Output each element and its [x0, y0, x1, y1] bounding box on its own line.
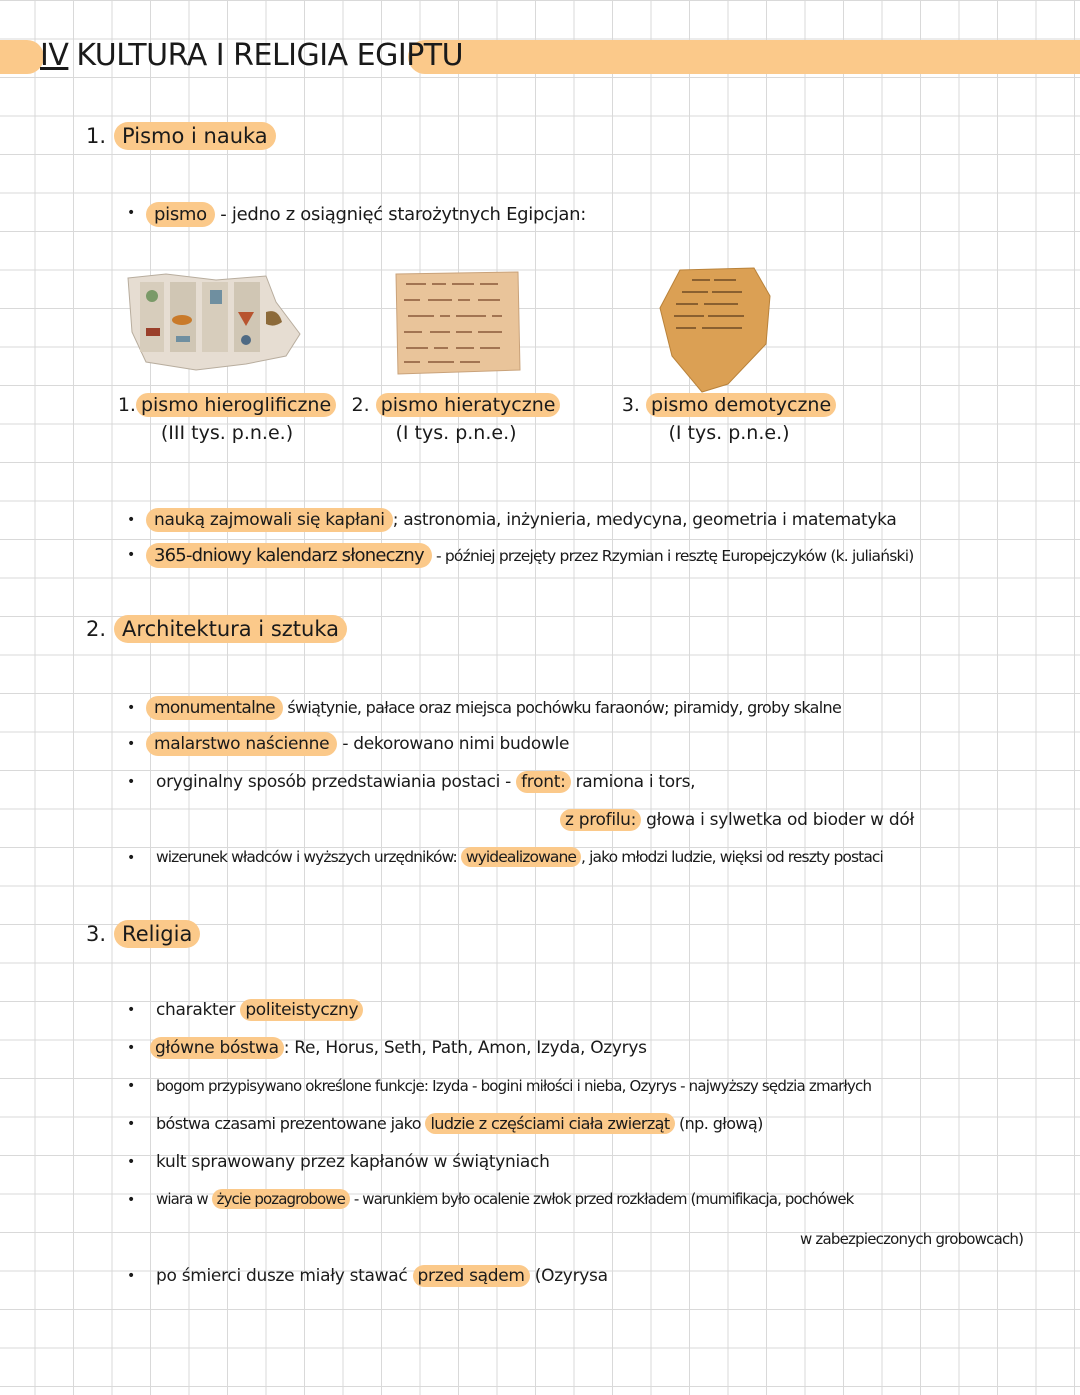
demotic-script-image [658, 266, 774, 394]
text: - później przejęty przez Rzymian i resztę Europejczyków (k. juliański) [431, 547, 914, 565]
section-2-heading [86, 617, 347, 641]
intro-line [146, 204, 586, 225]
highlight: z profilu: [560, 809, 641, 831]
script-date: (I tys. p.n.e.) [668, 422, 790, 444]
bullet: • [127, 1040, 136, 1056]
title-number: IV [40, 38, 69, 73]
depiction-line-cont [560, 810, 914, 830]
bullet: • [127, 1154, 136, 1170]
text: bogom przypisywano określone funkcje: Izyda - bogini miłości i nieba, Ozyrys - najwyższy sędzia zmarłych [156, 1077, 872, 1095]
bullet: • [127, 1002, 136, 1018]
title-highlight-bar [408, 40, 1080, 74]
text: - warunkiem było ocalenie zwłok przed rozkładem (mumifikacja, pochówek [349, 1190, 854, 1208]
highlight: główne bóstwa [150, 1037, 284, 1059]
text: - dekorowano nimi budowle [337, 734, 570, 754]
text: oryginalny sposób przedstawiania postaci - [156, 772, 517, 792]
highlight: pismo [146, 202, 215, 227]
depiction-line [156, 772, 695, 792]
section-title: Architektura i sztuka [114, 615, 347, 643]
script-caption-1 [112, 394, 342, 444]
calendar-line [146, 545, 914, 566]
script-date: (I tys. p.n.e.) [395, 422, 517, 444]
title-highlight-left [0, 40, 44, 74]
title-text: KULTURA I RELIGIA EGIPTU [76, 38, 464, 73]
text: (Ozyrysa [529, 1266, 608, 1286]
text: świątynie, pałace oraz miejsca pochówku faraonów; piramidy, groby skalne [282, 698, 842, 717]
text: wizerunek władców i wyższych urzędników: [156, 848, 461, 866]
text: - jedno z osiągnięć starożytnych Egipcjan: [214, 204, 587, 225]
text: : Re, Horus, Seth, Path, Amon, Izyda, Ozyrys [283, 1038, 647, 1058]
caption-number: 1. [117, 394, 136, 416]
highlight: nauką zajmowali się kapłani [146, 508, 393, 532]
religion-line-4 [156, 1114, 763, 1133]
painting-line [146, 734, 569, 754]
hieroglyphic-script-image [126, 272, 302, 372]
script-date: (III tys. p.n.e.) [160, 422, 294, 444]
script-caption-3 [614, 394, 844, 444]
religion-line-7 [156, 1266, 608, 1286]
text: ; astronomia, inżynieria, medycyna, geometria i matematyka [392, 510, 897, 530]
highlight: front: [516, 771, 570, 793]
highlight: monumentalne [146, 696, 283, 720]
bullet: • [127, 774, 136, 790]
page-title [40, 38, 463, 73]
caption-number: 2. [351, 394, 370, 416]
text: bóstwa czasami prezentowane jako [156, 1114, 426, 1133]
script-name: pismo hieratyczne [376, 393, 561, 417]
bullet: • [127, 850, 136, 866]
highlight: wyidealizowane [461, 847, 581, 867]
text: kult sprawowany przez kapłanów w świątyniach [156, 1152, 550, 1172]
section-number: 2. [86, 617, 107, 641]
section-number: 3. [86, 922, 107, 946]
text: po śmierci dusze miały stawać [156, 1266, 413, 1286]
script-caption-2 [348, 394, 564, 444]
section-number: 1. [86, 124, 107, 148]
bullet: • [127, 736, 136, 752]
text: głowa i sylwetka od bioder w dół [641, 810, 914, 830]
text: (np. głową) [674, 1114, 763, 1133]
highlight: ludzie z częściami ciała zwierząt [425, 1113, 674, 1134]
bullet: • [127, 547, 136, 563]
bullet: • [127, 1116, 136, 1132]
highlight: 365-dniowy kalendarz słoneczny [146, 543, 432, 568]
religion-line-1 [156, 1000, 363, 1020]
religion-line-6 [156, 1190, 853, 1208]
religion-line-3 [156, 1077, 871, 1095]
bullet: • [127, 1192, 136, 1208]
text: wiara w [156, 1190, 212, 1208]
bullet: • [127, 205, 136, 221]
religion-line-6-cont [800, 1230, 1023, 1248]
hieratic-script-image [392, 270, 522, 376]
bullet: • [127, 700, 136, 716]
highlight: malarstwo naścienne [146, 732, 337, 756]
science-line [146, 510, 896, 530]
rulers-line [156, 848, 883, 866]
religion-line-5 [156, 1152, 550, 1172]
highlight: przed sądem [413, 1265, 530, 1287]
section-3-heading [86, 922, 200, 946]
religion-line-2 [150, 1038, 647, 1058]
section-title: Religia [114, 920, 200, 948]
text: , jako młodzi ludzie, więksi od reszty postaci [581, 848, 883, 866]
caption-number: 3. [621, 394, 640, 416]
bullet: • [127, 1078, 136, 1094]
bullet: • [127, 512, 136, 528]
architecture-line [146, 698, 841, 718]
text: charakter [156, 1000, 241, 1020]
text: w zabezpieczonych grobowcach) [800, 1230, 1024, 1248]
script-name: pismo hieroglificzne [136, 393, 336, 417]
script-name: pismo demotyczne [646, 393, 836, 417]
section-title: Pismo i nauka [114, 122, 276, 150]
text: ramiona i tors, [570, 772, 696, 792]
section-1-heading [86, 124, 276, 148]
highlight: życie pozagrobowe [212, 1189, 350, 1209]
highlight: politeistyczny [240, 999, 363, 1021]
bullet: • [127, 1268, 136, 1284]
